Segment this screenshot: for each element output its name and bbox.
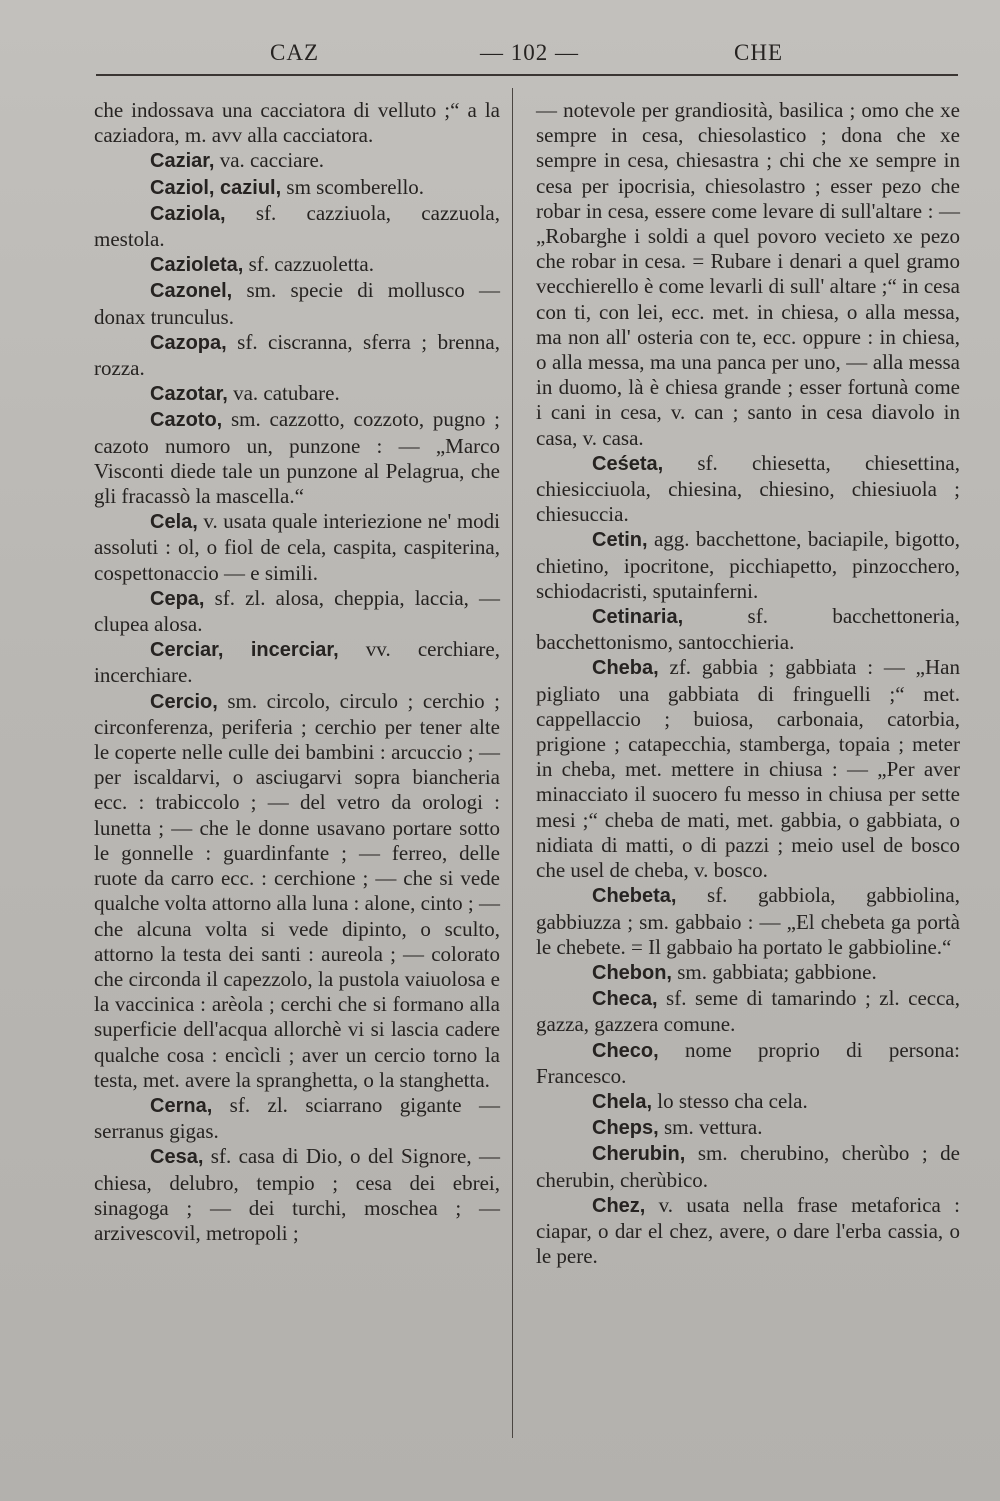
entry-definition: sf. gabbiola, gabbiolina, gabbiuzza ; sm. gabbaio : — „El chebeta ga portà le chebete. = Il gabbaio ha portato le gabbioline.“ (536, 883, 960, 959)
entry-headword: Ceśeta, (592, 452, 664, 475)
entry-headword: Chebon, (592, 961, 672, 984)
dictionary-entry (94, 175, 500, 201)
entry-definition: sf. bacchettoneria, bacchettonismo, santocchieria. (536, 604, 960, 655)
dictionary-entry (536, 883, 960, 960)
entry-definition: sf. zl. alosa, cheppia, laccia, — clupea alosa. (94, 585, 500, 637)
dictionary-entry (536, 1141, 960, 1192)
guide-word-left: CAZ (270, 40, 319, 65)
left-column (94, 98, 500, 1246)
entry-definition: v. usata nella frase metaforica : ciapar, o dar el chez, avere, o dare l'erba cassia, o le pere. (536, 1192, 960, 1269)
entry-headword: Cazotar, (150, 383, 228, 406)
entry-headword: Chela, (592, 1090, 653, 1113)
entry-definition: sm scomberello. (281, 174, 425, 199)
dictionary-entry (536, 98, 960, 451)
entry-headword: Cepa, (150, 587, 205, 610)
entry-definition: sm. gabbiata; gabbione. (672, 959, 877, 984)
dictionary-entry (536, 1115, 960, 1141)
dictionary-entry (94, 148, 500, 174)
dictionary-entry (94, 586, 500, 637)
dictionary-entry (536, 451, 960, 528)
entry-definition: sm. circolo, circulo ; cerchio ; circonferenza, periferia ; cerchio per tener alte le coperte nelle culle dei bambini : arcuccio ; — per iscaldarvi, o asciugarvi sopra biancheria ecc. : trabiccolo ; — del vetro da orologi : lunetta ; — che le donne usavano portare sotto le gonnelle : guardinfante ; — ferreo, delle ruote da carro ecc. : cerchione ; — che si vede qualche volta attorno alla luna : alone, cinto ; — che alcuna volta si vede dipinto, o sculto, attorno la testa dei santi : aureola ; — colorato che circonda il capezzolo, la pustola vaiuolosa e la vaccinica : arèola ; cerchi che si formano alla superficie dell'acqua allorchè vi si lascia cadere qualche cosa : encìcli ; aver un cercio torno la testa, met. avere la spranghetta, o la stanghetta. (94, 688, 500, 1092)
entry-definition: zf. gabbia ; gabbiata : — „Han pigliato una gabbiata di fringuelli ;“ met. cappellaccio ; buiosa, carbonaia, catorbia, prigione ; catapecchia, stamberga, topaia ; meter in cheba, met. mettere in chiusa : — „Per aver minacciato il suocero fu messo in chiusa per sette mesi ;“ cheba de mati, met. gabbia, o gabbiata, o nidiata di matti, o di pazzi ; meio usel de bosco che usel de cheba, v. bosco. (536, 655, 960, 883)
entry-headword: Cazopa, (150, 331, 227, 354)
entry-headword: Caziola, (150, 202, 226, 225)
dictionary-entry (94, 407, 500, 509)
entry-headword: Chez, (592, 1194, 646, 1217)
entry-headword: Cetinaria, (592, 606, 684, 629)
entry-definition: va. catubare. (227, 381, 340, 406)
entry-definition: vv. cerchiare, incerchiare. (94, 637, 500, 688)
guide-word-right: CHE (734, 40, 783, 65)
dictionary-entry (94, 201, 500, 252)
dictionary-entry (536, 655, 960, 883)
dictionary-entry (94, 278, 500, 329)
entry-headword: Caziol, caziul, (150, 176, 282, 199)
dictionary-entry (536, 604, 960, 655)
entry-definition: sf. cazziuola, cazzuola, mestola. (94, 200, 500, 252)
entry-definition: sf. chiesetta, chiesettina, chiesicciuola, chiesina, chiesino, chiesiuola ; chiesuccia. (536, 450, 960, 527)
entry-headword: Cazonel, (150, 280, 233, 303)
entry-definition: sf. seme di tamarindo ; zl. cecca, gazza, gazzera comune. (536, 986, 960, 1037)
entry-headword: Cherubin, (592, 1143, 686, 1166)
entry-headword: Cheba, (592, 657, 659, 680)
entry-definition: nome proprio di persona: Francesco. (536, 1037, 960, 1088)
running-head (96, 40, 958, 76)
entry-definition: sm. cazzotto, cozzoto, pugno ; cazoto numoro un, punzone : — „Marco Visconti diede tale un punzone al Pelagrua, che gli fracassò la mascella.“ (94, 407, 500, 509)
dictionary-entry (536, 1089, 960, 1115)
entry-definition: che indossava una cacciatora di velluto ;“ a la caziadora, m. avv alla cacciatora. (94, 98, 500, 148)
entry-headword: Cerciar, incerciar, (150, 639, 339, 662)
entry-definition: agg. bacchettone, baciapile, bigotto, chietino, ipocritone, picchiapetto, pinzocchero, schiodacristi, sputainferni. (536, 527, 960, 603)
entry-definition: sf. cazzuoletta. (243, 252, 374, 277)
dictionary-entry (94, 252, 500, 278)
dictionary-entry (94, 637, 500, 688)
dictionary-entry (94, 509, 500, 586)
entry-definition: sf. casa di Dio, o del Signore, — chiesa, delubro, tempio ; cesa dei ebrei, sinagoga ; — dei turchi, moschea ; — arzivescovil, metropoli ; (94, 1144, 500, 1245)
entry-definition: va. cacciare. (214, 148, 325, 173)
entry-definition: lo stesso cha cela. (652, 1088, 808, 1113)
entry-headword: Cercio, (150, 690, 218, 713)
entry-headword: Cazoto, (150, 409, 223, 432)
entry-headword: Cela, (150, 511, 198, 534)
dictionary-entry (94, 1093, 500, 1144)
entry-definition: sf. ciscranna, sferra ; brenna, rozza. (94, 329, 500, 381)
entry-definition: sm. vettura. (658, 1115, 763, 1140)
entry-headword: Cheps, (592, 1117, 659, 1140)
entry-definition: v. usata quale interiezione ne' modi assoluti : ol, o fiol de cela, caspita, caspiterina, cospettonaccio — e simili. (94, 509, 500, 585)
column-divider (512, 88, 513, 1438)
entry-headword: Chebeta, (592, 885, 677, 908)
entry-headword: Cazioleta, (150, 254, 244, 277)
right-column (536, 98, 960, 1269)
dictionary-entry (94, 98, 500, 148)
dictionary-entry (94, 1144, 500, 1246)
entry-headword: Caziar, (150, 150, 215, 173)
entry-headword: Checa, (592, 988, 658, 1011)
entry-headword: Cerna, (150, 1094, 213, 1117)
dictionary-entry (94, 330, 500, 381)
entry-definition: sm. cherubino, cherùbo ; de cherubin, cherùbico. (536, 1141, 960, 1192)
dictionary-entry (536, 960, 960, 986)
entry-headword: Cesa, (150, 1146, 204, 1169)
dictionary-entry (536, 1193, 960, 1270)
entry-definition: sf. zl. sciarrano gigante — serranus gigas. (94, 1092, 500, 1144)
entry-definition: sm. specie di mollusco — donax trunculus. (94, 278, 500, 329)
entry-headword: Checo, (592, 1039, 659, 1062)
entry-headword: Cetin, (592, 529, 648, 552)
page-number: — 102 — (480, 40, 579, 65)
dictionary-entry (94, 381, 500, 407)
dictionary-entry (536, 986, 960, 1037)
dictionary-entry (94, 689, 500, 1093)
entry-definition: — notevole per grandiosità, basilica ; omo che xe sempre in cesa, chiesolastico ; dona che xe sempre in cesa, chiesastra ; chi che xe sempre in cesa per ipocrisia, chiesolastro ; esser pezo che robar in cesa, essere come levare di sull'altare : — „Robarghe i soldi a quel povoro vecieto xe pezo che robar in cesa. = Rubare i denari a quel gramo vecchierello è come levarli di sull' altare ;“ in cesa con ti, con lei, ecc. met. in chiesa, o alla messa, ma non all' osteria con te, ecc. oppure : in chiesa, o alla messa, ma una panca per uno, — alla messa in duomo, là è chiesa grande ; esser fortunà come i cani in cesa, v. can ; santo in cesa diavolo in casa, v. casa. (536, 98, 960, 450)
dictionary-entry (536, 1038, 960, 1089)
dictionary-entry (536, 527, 960, 604)
